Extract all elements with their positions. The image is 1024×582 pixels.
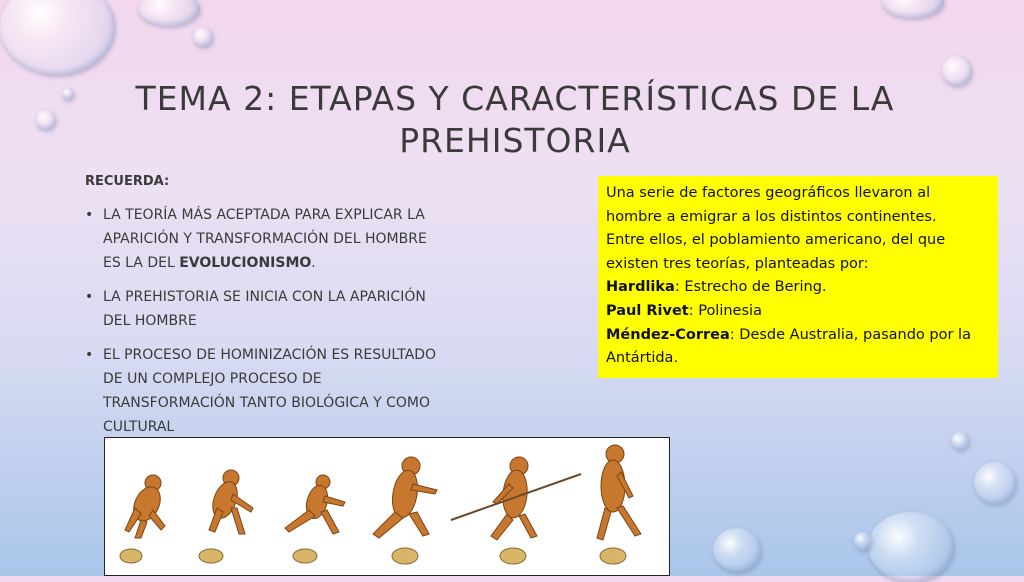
theory-rivet bbox=[606, 300, 990, 324]
water-drop-decoration bbox=[62, 88, 74, 100]
bullet-bold-term: EVOLUCIONISMO bbox=[179, 255, 312, 271]
theory-hardlika bbox=[606, 276, 990, 300]
hominid-figure-3 bbox=[285, 475, 345, 534]
theory-author: Méndez-Correa bbox=[606, 326, 730, 343]
bullet-text: EL PROCESO DE HOMINIZACIÓN ES RESULTADO DE UN COMPLEJO PROCESO DE TRANSFORMACIÓN TANTO BIOLÓGICA Y COMO CULTURAL bbox=[103, 347, 437, 435]
theory-text: : Desde Australia, pasando por la bbox=[729, 326, 971, 343]
evolution-figures-icon bbox=[105, 438, 670, 576]
bullet-item-prehistoria bbox=[85, 285, 445, 333]
hominid-figure-2 bbox=[208, 470, 253, 534]
theory-mendez-correa bbox=[606, 324, 990, 348]
bullet-list bbox=[85, 203, 445, 439]
water-drop-decoration bbox=[0, 0, 115, 75]
bullet-text: LA PREHISTORIA SE INICIA CON LA APARICIÓN DEL HOMBRE bbox=[103, 289, 426, 329]
hominid-figure-4 bbox=[373, 457, 437, 538]
box-line: Una serie de factores geográficos llevaron al bbox=[606, 185, 931, 201]
water-drop-decoration bbox=[36, 110, 56, 130]
water-drop-decoration bbox=[713, 528, 761, 572]
water-drop-decoration bbox=[193, 27, 213, 47]
theory-text: : Polinesia bbox=[688, 302, 762, 319]
bullet-tail: . bbox=[311, 255, 316, 271]
poblamiento-americano-box bbox=[598, 176, 998, 378]
hominid-figure-1 bbox=[125, 475, 165, 538]
water-drop-decoration bbox=[868, 512, 954, 582]
bullet-text: LA TEORÍA MÁS ACEPTADA PARA EXPLICAR LA APARICIÓN Y TRANSFORMACIÓN DEL HOMBRE ES LA DEL bbox=[103, 207, 427, 271]
hominid-figure-5 bbox=[451, 457, 581, 540]
slide-title: TEMA 2: ETAPAS Y CARACTERÍSTICAS DE LA PREHISTORIA bbox=[135, 79, 895, 160]
box-line: Entre ellos, el poblamiento americano, del que bbox=[606, 232, 946, 249]
water-drop-decoration bbox=[951, 432, 969, 450]
skull-icon bbox=[199, 549, 223, 563]
bullet-icon: • bbox=[85, 289, 94, 305]
recuerda-section bbox=[85, 174, 445, 449]
water-drop-decoration bbox=[138, 0, 200, 26]
skull-icon bbox=[392, 548, 418, 564]
bullet-item-evolucionismo bbox=[85, 203, 445, 275]
human-evolution-illustration bbox=[104, 437, 670, 576]
box-line: existen tres teorías, planteadas por: bbox=[606, 255, 869, 272]
box-line: hombre a emigrar a los distintos continentes. bbox=[606, 208, 937, 225]
theory-text: : Estrecho de Bering. bbox=[674, 279, 827, 296]
water-drop-decoration bbox=[882, 0, 944, 18]
theory-author: Hardlika bbox=[606, 279, 675, 296]
water-drop-decoration bbox=[974, 462, 1016, 504]
hominid-figure-6 bbox=[597, 445, 641, 540]
water-drop-decoration bbox=[942, 56, 972, 86]
skull-icon bbox=[293, 549, 317, 563]
skull-icon bbox=[500, 548, 526, 564]
recuerda-heading: RECUERDA: bbox=[85, 174, 170, 189]
bullet-icon: • bbox=[85, 347, 94, 363]
bullet-item-hominizacion bbox=[85, 343, 445, 439]
box-line: Antártida. bbox=[606, 350, 679, 367]
skull-icon bbox=[600, 548, 626, 564]
skull-icon bbox=[120, 549, 142, 563]
bullet-icon: • bbox=[85, 207, 94, 223]
theory-author: Paul Rivet bbox=[606, 302, 689, 319]
water-drop-decoration bbox=[854, 532, 872, 550]
